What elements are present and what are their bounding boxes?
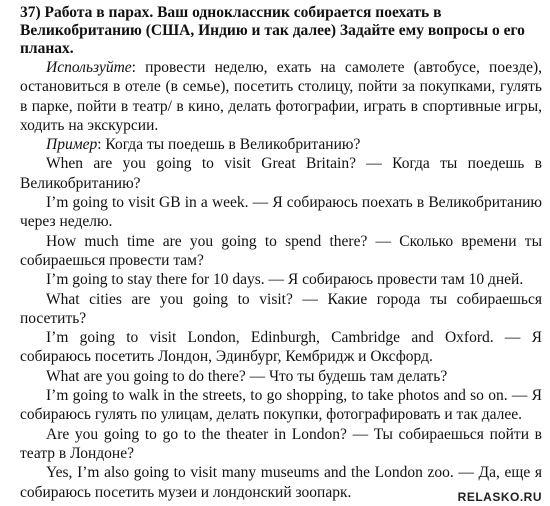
dialogue-line: I’m going to stay there for 10 days. — Я собираюсь провести там 10 дней. [46, 271, 524, 289]
exercise-title: Работа в парах. Ваш одноклассник собирается поехать в Великобританию (США, Индию и так далее) Задайте ему вопросы о его планах. [20, 4, 525, 57]
dialogue-line: What cities are you going to visit? — Какие города ты собираешься посетить? [20, 290, 542, 327]
site-watermark: RELASKO.RU [457, 490, 542, 504]
dialogue-line: What are you going to do there? — Что ты будешь там делать? [46, 367, 448, 385]
dialogue-line: Yes, I’m also going to visit many museums and the London zoo. — Да, еще я собираюсь посетить музеи и лондонский зоопарк. [20, 464, 542, 501]
dialogue-line: I’m going to walk in the streets, to go shopping, to take photos and so on. — Я собираюсь гулять по улицам, делать покупки, фотографировать и так далее. [20, 387, 542, 424]
example [20, 135, 542, 154]
use-hint [20, 58, 542, 135]
dialogue-line: I’m going to visit GB in a week. — Я собираюсь поехать в Великобританию через неделю. [20, 194, 542, 231]
use-hint-label: Используйте [46, 59, 132, 76]
example-label: Пример [46, 136, 98, 154]
dialogue-line: How much time are you going to spend there? — Сколько времени ты собираешься провести там? [20, 232, 542, 269]
exercise-page [20, 4, 542, 502]
dialogue-line: When are you going to visit Great Britain? — Когда ты поедешь в Великобританию? [20, 155, 542, 192]
dialogue-line: Are you going to go to the theater in London? — Ты собираешься пойти в театр в Лондоне? [20, 425, 542, 462]
example-text: : Когда ты поедешь в Великобританию? [97, 136, 361, 154]
use-hint-text: : провести неделю, ехать на самолете (автобусе, поезде), остановиться в отеле (в семье), посетить столицу, пойти за покупками, гулять в парке, пойти в театр/ в кино, делать фотографии, играть в спортивные игры, ходить на экскурсии. [20, 59, 542, 134]
dialogue-line: I’m going to visit London, Edinburgh, Cambridge and Oxford. — Я собираюсь посетить Лондон, Эдинбург, Кембридж и Оксфорд. [20, 329, 542, 366]
exercise-number: 37) [20, 4, 41, 21]
exercise-heading [20, 4, 542, 58]
